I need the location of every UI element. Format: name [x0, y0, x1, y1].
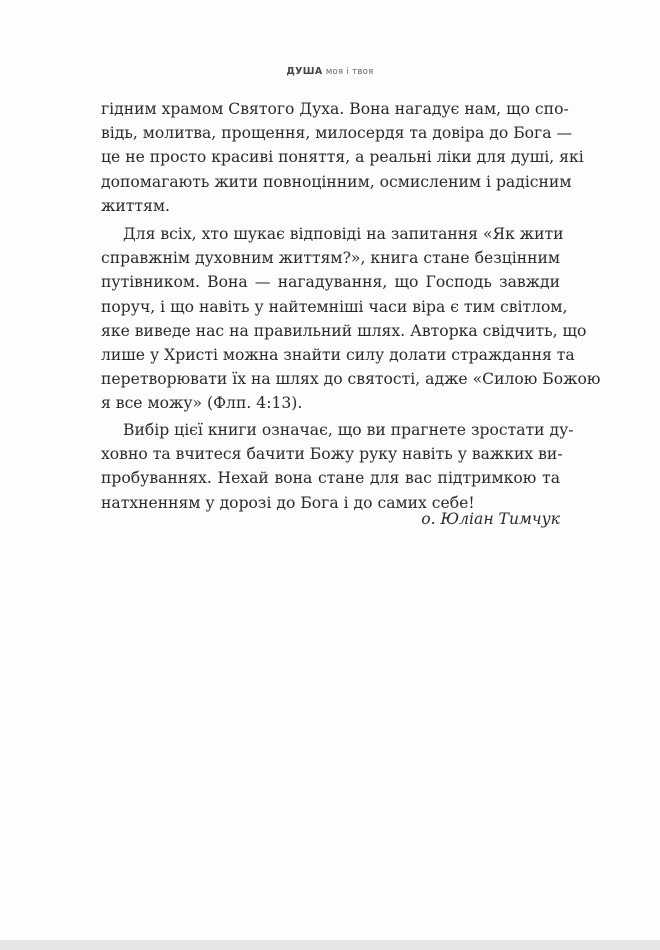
paragraph-1 [101, 97, 584, 218]
text-line: я все можу» (Флп. 4:13). [101, 394, 303, 413]
text-line: ховно та вчитеся бачити Божу руку навіть у важких ви- [101, 445, 563, 464]
text-line: Для всіх, хто шукає відповіді на запитання «Як жити [123, 225, 564, 243]
text-line: натхненням у дорозі до Бога і до самих себе! [101, 493, 475, 512]
text-line: допомагають жити повноцінним, осмисленим і радісним [101, 172, 572, 191]
text-line: Вибір цієї книги означає, що ви прагнете зростати ду- [123, 421, 574, 439]
paragraph-3 [101, 418, 574, 515]
header-title-bold: ДУША [286, 66, 323, 77]
header-title-rest: моя і твоя [325, 67, 374, 77]
running-header [0, 66, 660, 77]
text-line: пробуваннях. Нехай вона стане для вас підтримкою та [101, 469, 560, 488]
text-line: перетворювати їх на шлях до святості, адже «Силою Божою [101, 370, 601, 389]
text-line: відь, молитва, прощення, милосердя та довіра до Бога — [101, 124, 573, 143]
text-line: путівником. Вона — нагадування, що Господь завжди [101, 273, 560, 292]
text-line: життям. [101, 196, 170, 215]
text-line: гідним храмом Святого Духа. Вона нагадує нам, що спо- [101, 100, 569, 118]
paragraph-2 [101, 222, 601, 416]
author-signature: о. Юліан Тимчук [421, 510, 560, 528]
text-line: яке виведе нас на правильний шлях. Авторка свідчить, що [101, 321, 587, 340]
text-line: справжнім духовним життям?», книга стане безцінним [101, 249, 561, 268]
text-line: це не просто красиві поняття, а реальні ліки для душі, які [101, 148, 584, 167]
text-line: лише у Христі можна знайти силу долати страждання та [101, 345, 575, 364]
page-bottom-edge [0, 940, 660, 950]
text-line: поруч, і що навіть у найтемніші часи віра є тим світлом, [101, 297, 568, 316]
